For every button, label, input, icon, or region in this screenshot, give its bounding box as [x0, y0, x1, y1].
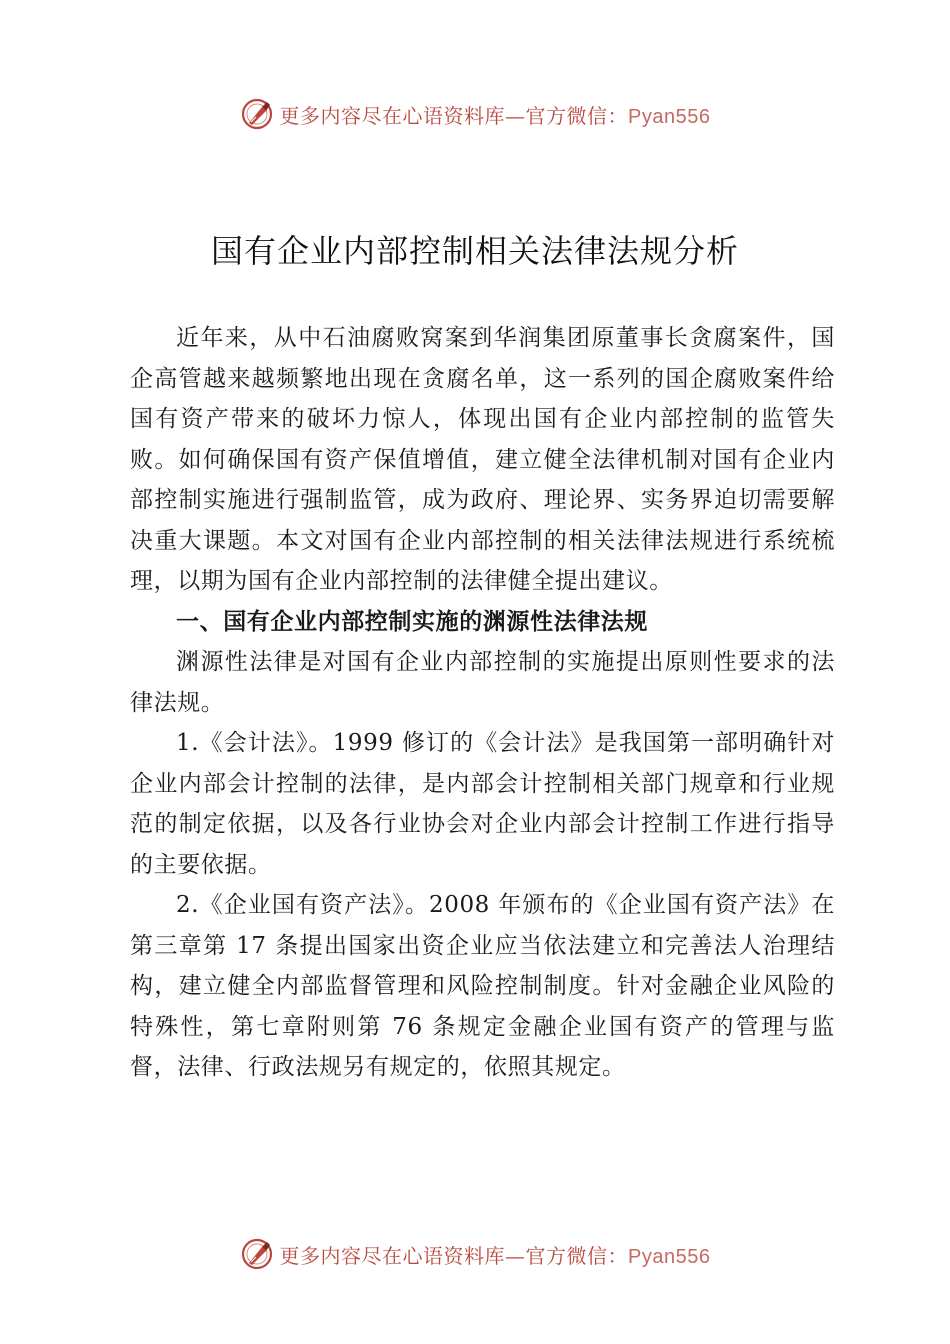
banner-separator: — — [505, 1243, 526, 1268]
brand-text: 更多内容尽在心语资料库 — [279, 103, 506, 128]
pen-nib-circle-icon — [240, 97, 274, 131]
banner-separator: — — [505, 103, 526, 128]
intro-paragraph: 近年来，从中石油腐败窝案到华润集团原董事长贪腐案件，国企高管越来越频繁地出现在贪腐名单，这一系列的国企腐败案件给国有资产带来的破坏力惊人，体现出国有企业内部控制的监管失败。如何确保国有资产保值增值，建立健全法律机制对国有企业内部控制实施进行强制监管，成为政府、理论界、实务界迫切需要解决重大课题。本文对国有企业内部控制的相关法律法规进行系统梳理，以期为国有企业内部控制的法律健全提出建议。 — [130, 325, 835, 594]
header-banner-text — [280, 100, 711, 129]
document-title: 国有企业内部控制相关法律法规分析 — [210, 232, 739, 270]
section-heading: 一、国有企业内部控制实施的渊源性法律法规 — [176, 608, 648, 635]
wechat-label: 官方微信： — [525, 1243, 629, 1268]
pen-nib-circle-icon — [240, 1237, 274, 1271]
document-body — [130, 318, 835, 1088]
list-item-state-assets-law: 2.《企业国有资产法》。2008 年颁布的《企业国有资产法》在第三章第 17 条提出国家出资企业应当依法建立和完善法人治理结构，建立健全内部监督管理和风险控制制度。针对金融企业风险的特殊性，第七章附则第 76 条规定金融企业国有资产的管理与监督，法律、行政法规另有规定的，依照其规定。 — [130, 892, 835, 1080]
wechat-id: Pyan556 — [628, 105, 711, 128]
footer-banner-text — [280, 1240, 711, 1269]
footer-banner — [0, 1234, 950, 1274]
section-paragraph: 渊源性法律是对国有企业内部控制的实施提出原则性要求的法律法规。 — [130, 649, 835, 716]
header-banner — [0, 94, 950, 134]
wechat-id: Pyan556 — [628, 1245, 711, 1268]
brand-text: 更多内容尽在心语资料库 — [279, 1243, 506, 1268]
wechat-label: 官方微信： — [525, 103, 629, 128]
list-item-accounting-law: 1.《会计法》。1999 修订的《会计法》是我国第一部明确针对企业内部会计控制的法律，是内部会计控制相关部门规章和行业规范的制定依据，以及各行业协会对企业内部会计控制工作进行指导的主要依据。 — [130, 730, 835, 878]
